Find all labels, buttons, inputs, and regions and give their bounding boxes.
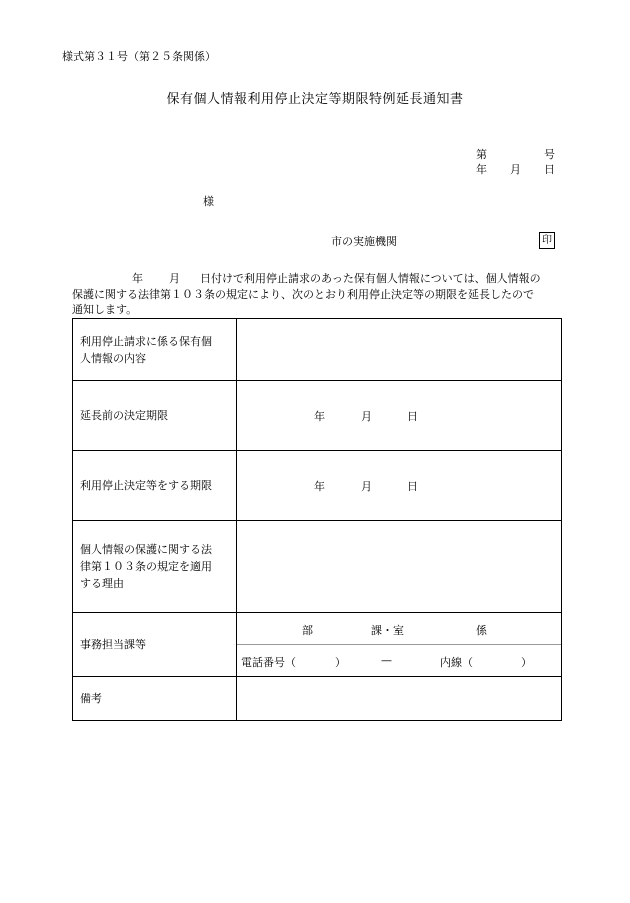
issue-date-month: 月 — [510, 163, 521, 176]
body-line-1-rest: 日付けで利用停止請求のあった保有個人情報については、個人情報の — [200, 272, 541, 285]
body-line-2-text: 保護に関する法律第１０３条の規定により、次のとおり利用停止決定等の期限を延長したので — [72, 287, 534, 301]
notice-body — [72, 271, 572, 318]
value-contact — [237, 613, 562, 677]
label-reason-line2: 律第１０３条の規定を適用 — [80, 560, 212, 573]
label-contact: 事務担当課等 — [73, 613, 237, 677]
value-new-deadline[interactable] — [237, 451, 562, 521]
original-deadline-month: 月 — [361, 409, 372, 423]
form-number: 様式第３１号（第２５条関係） — [62, 50, 216, 63]
original-deadline-day: 日 — [407, 409, 418, 423]
original-deadline-year: 年 — [314, 409, 325, 423]
new-deadline-day: 日 — [407, 479, 418, 493]
label-original-deadline: 延長前の決定期限 — [73, 381, 237, 451]
contact-dept: 部 — [302, 624, 313, 637]
label-request-content-line1: 利用停止請求に係る保有個 — [80, 334, 212, 348]
body-line-3 — [72, 302, 572, 318]
row-contact — [73, 613, 562, 677]
seal-box: 印 — [539, 232, 555, 249]
body-year: 年 — [132, 272, 143, 285]
value-request-content[interactable] — [237, 319, 562, 381]
contact-section: 課・室 — [371, 624, 404, 637]
row-remarks — [73, 677, 562, 721]
new-deadline-year: 年 — [314, 479, 325, 493]
document-title: 保有個人情報利用停止決定等期限特例延長通知書 — [166, 92, 464, 107]
label-remarks: 備考 — [73, 677, 237, 721]
notice-table — [72, 318, 562, 721]
contact-extension-label: 内線（ — [440, 656, 473, 669]
contact-phone-label: 電話番号（ — [241, 656, 296, 669]
contact-phone-close: ） — [335, 656, 346, 669]
row-extension-reason — [73, 521, 562, 613]
sender-name: 市の実施機関 — [331, 235, 397, 248]
doc-number-prefix: 第 — [476, 148, 487, 161]
label-request-content-line2: 人情報の内容 — [80, 351, 146, 365]
label-reason-line1: 個人情報の保護に関する法 — [80, 543, 212, 556]
contact-extension-close: ） — [521, 656, 532, 669]
contact-phone-line — [237, 645, 561, 676]
addressee-suffix: 様 — [203, 195, 214, 208]
body-line-3-text: 通知します。 — [72, 303, 138, 316]
body-line-2 — [72, 287, 572, 303]
row-original-deadline — [73, 381, 562, 451]
body-line-1 — [72, 271, 572, 287]
value-extension-reason[interactable] — [237, 521, 562, 613]
issue-date-day: 日 — [544, 163, 555, 176]
issue-date-year: 年 — [476, 163, 487, 176]
contact-unit: 係 — [476, 624, 487, 637]
doc-number-suffix: 号 — [544, 148, 555, 161]
label-new-deadline: 利用停止決定等をする期限 — [73, 451, 237, 521]
contact-dash: — — [381, 654, 392, 667]
value-remarks[interactable] — [237, 677, 562, 721]
label-extension-reason — [73, 521, 237, 613]
label-reason-line3: する理由 — [80, 577, 124, 590]
contact-department-line — [237, 613, 561, 645]
value-original-deadline[interactable] — [237, 381, 562, 451]
row-new-deadline — [73, 451, 562, 521]
row-request-content — [73, 319, 562, 381]
body-month: 月 — [169, 272, 180, 285]
label-request-content — [73, 319, 237, 381]
new-deadline-month: 月 — [361, 479, 372, 493]
